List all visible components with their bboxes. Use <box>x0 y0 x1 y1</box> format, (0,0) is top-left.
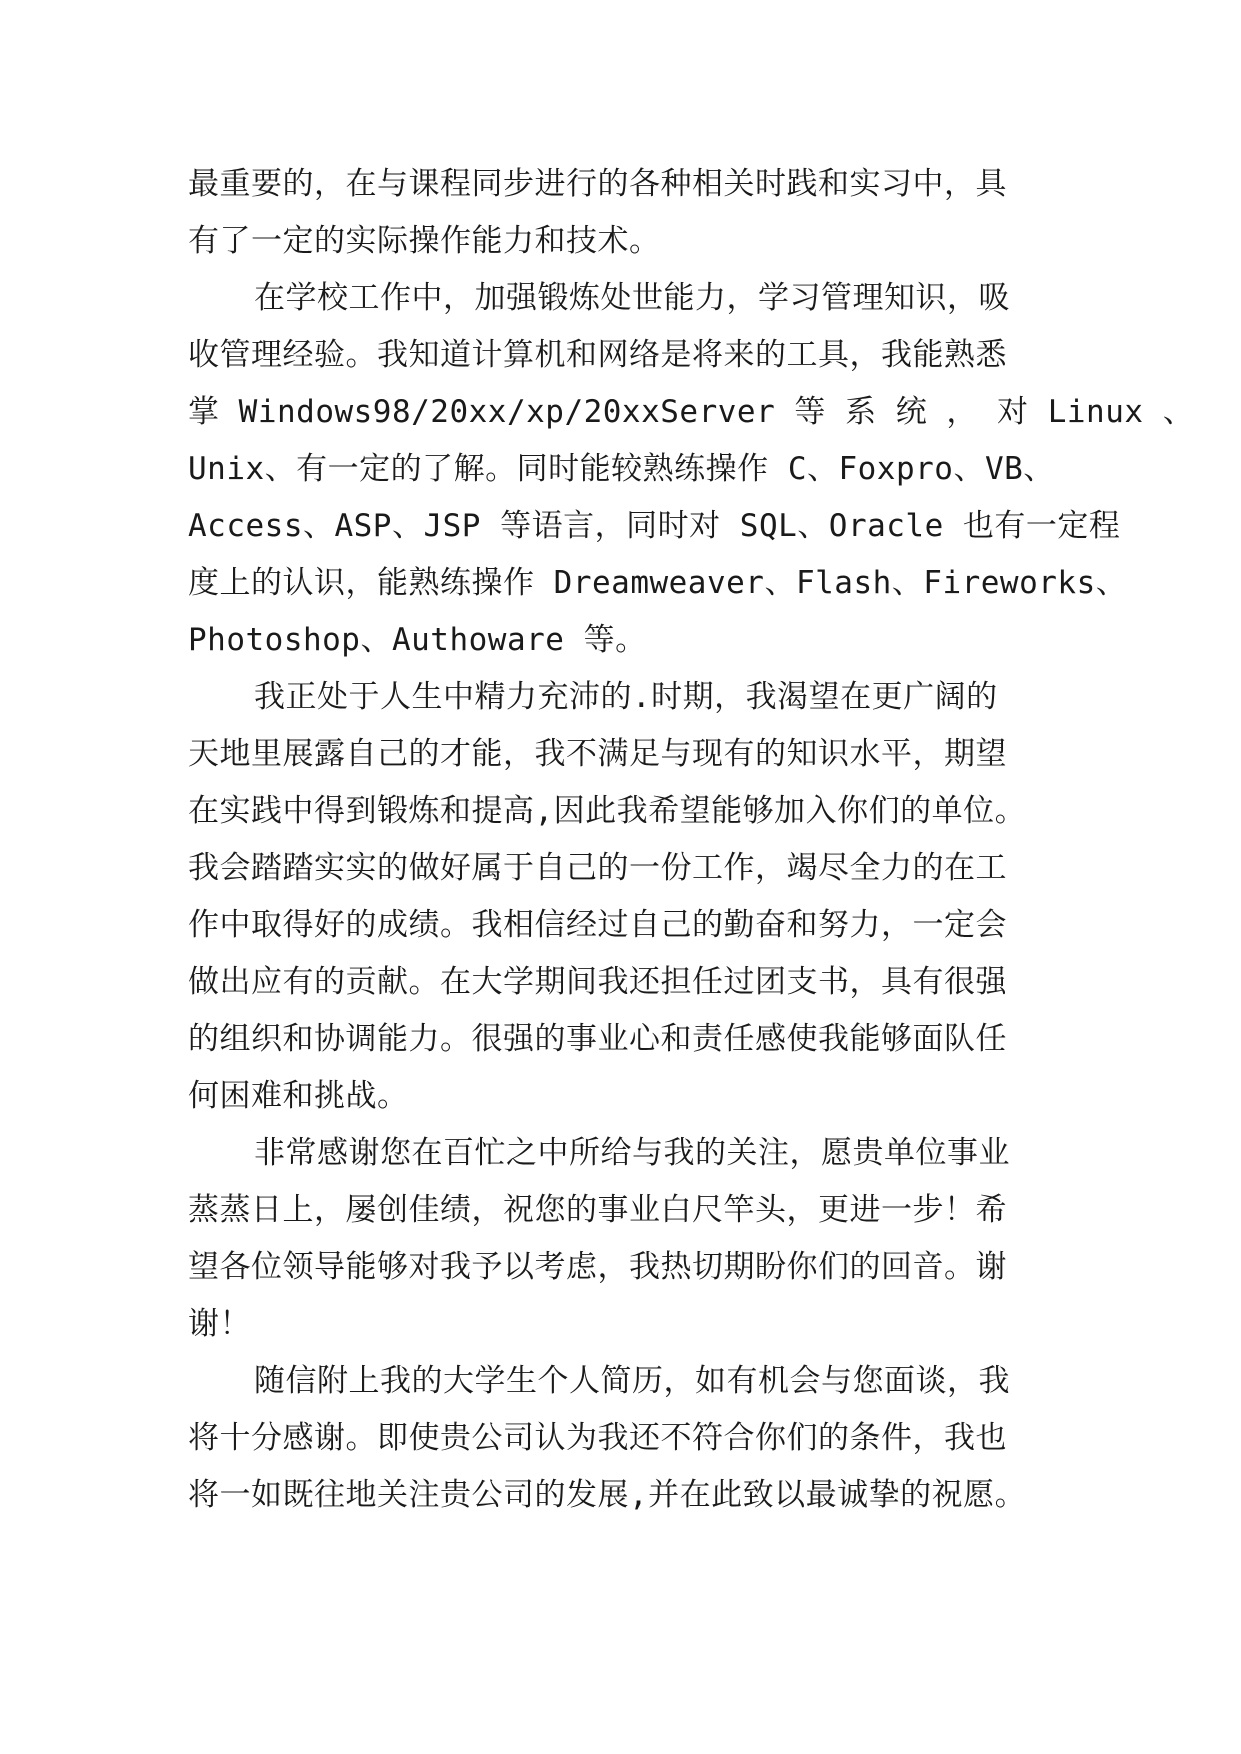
text-line: 天地里展露自己的才能，我不满足与现有的知识水平，期望 <box>188 736 1007 772</box>
text-line: 将一如既往地关注贵公司的发展,并在此致以最诚挚的祝愿。 <box>188 1477 1027 1513</box>
text-line: 将十分感谢。即使贵公司认为我还不符合你们的条件，我也 <box>188 1420 1007 1456</box>
paragraph-first-line: 非常感谢您在百忙之中所给与我的关注，愿贵单位事业 <box>254 1135 1010 1171</box>
paragraph-first-line: 随信附上我的大学生个人简历，如有机会与您面谈，我 <box>254 1363 1010 1399</box>
text-line: 谢！ <box>188 1306 251 1342</box>
paragraph-first-line: 在学校工作中，加强锻炼处世能力，学习管理知识，吸 <box>254 280 1010 316</box>
text-line: Photoshop、Authoware 等。 <box>188 622 647 658</box>
text-line: 掌 Windows98/20xx/xp/20xxServer 等 系 统 ， 对 Linux 、 <box>188 394 1195 430</box>
text-line: 收管理经验。我知道计算机和网络是将来的工具，我能熟悉 <box>188 337 1007 373</box>
text-line: 在实践中得到锻炼和提高,因此我希望能够加入你们的单位。 <box>188 793 1027 829</box>
text-line: 有了一定的实际操作能力和技术。 <box>188 223 661 259</box>
paragraph-first-line: 我正处于人生中精力充沛的.时期，我渴望在更广阔的 <box>254 679 998 715</box>
text-line: Access、ASP、JSP 等语言，同时对 SQL、Oracle 也有一定程 <box>188 508 1121 544</box>
text-line: 做出应有的贡献。在大学期间我还担任过团支书，具有很强 <box>188 964 1007 1000</box>
text-line: 最重要的，在与课程同步进行的各种相关时践和实习中，具 <box>188 166 1007 202</box>
text-line: 度上的认识，能熟练操作 Dreamweaver、Flash、Fireworks、 <box>188 565 1128 601</box>
text-line: 的组织和协调能力。很强的事业心和责任感使我能够面队任 <box>188 1021 1007 1057</box>
text-line: 作中取得好的成绩。我相信经过自己的勤奋和努力，一定会 <box>188 907 1007 943</box>
text-line: 望各位领导能够对我予以考虑，我热切期盼你们的回音。谢 <box>188 1249 1007 1285</box>
text-line: 我会踏踏实实的做好属于自己的一份工作，竭尽全力的在工 <box>188 850 1007 886</box>
text-line: 何困难和挑战。 <box>188 1078 409 1114</box>
text-line: 蒸蒸日上，屡创佳绩，祝您的事业白尺竿头，更进一步！希 <box>188 1192 1007 1228</box>
text-line: Unix、有一定的了解。同时能较熟练操作 C、Foxpro、VB、 <box>188 451 1055 487</box>
